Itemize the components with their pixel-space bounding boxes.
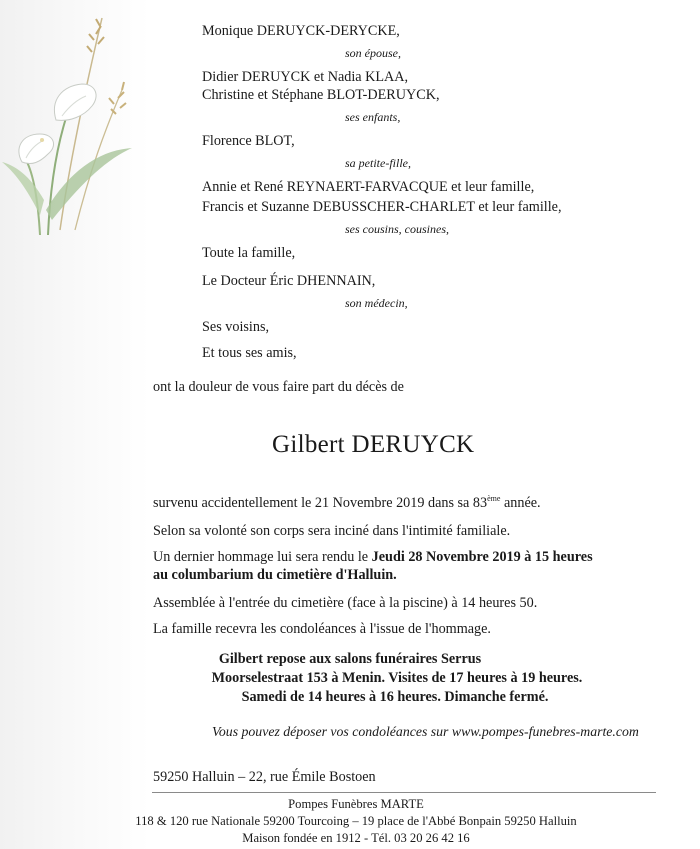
family-line-9: Ses voisins, [202, 319, 270, 335]
family-role-cousins: ses cousins, cousines, [345, 222, 449, 236]
family-line-1: Monique DERUYCK-DERYCKE, [202, 23, 400, 39]
family-role-granddaughter: sa petite-fille, [345, 156, 411, 170]
visit-line-1: Gilbert repose aux salons funéraires Serrus [218, 651, 482, 667]
family-line-2: Didier DERUYCK et Nadia KLAA, [202, 69, 409, 85]
family-line-5: Annie et René REYNAERT-FARVACQUE et leur famille, [202, 179, 535, 195]
detail-gathering: Assemblée à l'entrée du cimetière (face à la piscine) à 14 heures 50. [153, 595, 538, 611]
detail-tribute-date: Un dernier hommage lui sera rendu le Jeudi 28 Novembre 2019 à 15 heures [153, 549, 593, 565]
family-line-7: Toute la famille, [202, 245, 296, 261]
detail-death-date: survenu accidentellement le 21 Novembre 2019 dans sa 83ème année. [153, 494, 541, 511]
deceased-name: Gilbert DERUYCK [272, 431, 475, 458]
family-line-10: Et tous ses amis, [202, 345, 297, 361]
visit-line-2: Moorselestraat 153 à Menin. Visites de 17 heures à 19 heures. [211, 670, 583, 686]
calla-lily-illustration [0, 0, 150, 240]
home-address: 59250 Halluin – 22, rue Émile Bostoen [153, 769, 376, 785]
condolences-website: Vous pouvez déposer vos condoléances sur www.pompes-funebres-marte.com [212, 724, 639, 739]
visit-line-3: Samedi de 14 heures à 16 heures. Dimanche fermé. [241, 689, 549, 705]
family-role-spouse: son épouse, [345, 46, 401, 60]
funeral-home-name: Pompes Funèbres MARTE [288, 797, 424, 811]
detail-condolences-reception: La famille recevra les condoléances à l'issue de l'hommage. [153, 621, 491, 637]
family-line-8: Le Docteur Éric DHENNAIN, [202, 273, 376, 289]
family-role-doctor: son médecin, [345, 296, 408, 310]
family-line-6: Francis et Suzanne DEBUSSCHER-CHARLET et leur famille, [202, 199, 562, 215]
family-line-4: Florence BLOT, [202, 133, 295, 149]
announcement-intro: ont la douleur de vous faire part du décès de [153, 379, 404, 395]
family-role-children: ses enfants, [345, 110, 401, 124]
footer-divider [152, 792, 656, 793]
funeral-home-founded-phone: Maison fondée en 1912 - Tél. 03 20 26 42 16 [242, 831, 470, 845]
detail-tribute-place: au columbarium du cimetière d'Halluin. [153, 567, 397, 583]
detail-cremation: Selon sa volonté son corps sera inciné dans l'intimité familiale. [153, 523, 511, 539]
family-line-3: Christine et Stéphane BLOT-DERUYCK, [202, 87, 440, 103]
funeral-home-addresses: 118 & 120 rue Nationale 59200 Tourcoing – 19 place de l'Abbé Bonpain 59250 Halluin [135, 814, 577, 828]
